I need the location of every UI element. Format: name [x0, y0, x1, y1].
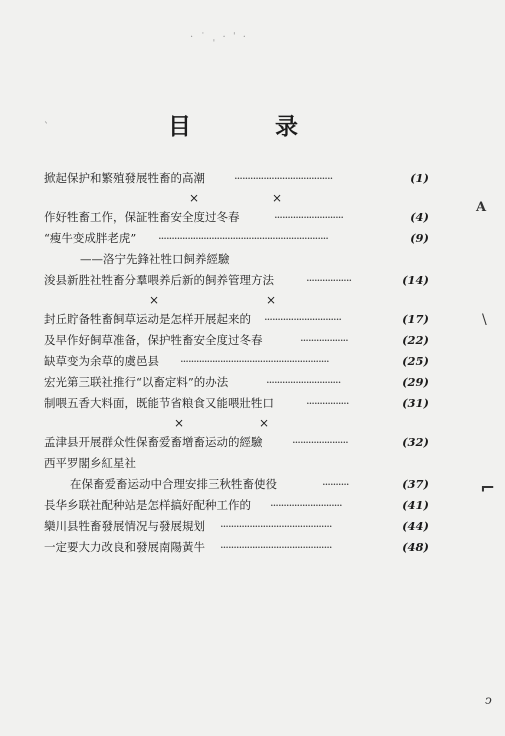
toc-entry-subtitle	[44, 453, 429, 474]
page-title: 目 录	[168, 113, 337, 140]
toc-entry-page: (41)	[402, 498, 429, 512]
toc-entry-title: 一定要大力改良和發展南陽黃牛	[44, 540, 205, 554]
leader-dots: ·····························	[264, 312, 342, 326]
toc-entry-page: (9)	[410, 231, 429, 245]
separator-mark: ×	[272, 191, 283, 205]
toc-entry-page: (29)	[402, 375, 429, 389]
toc-entry-page: (1)	[410, 171, 429, 185]
toc-entry[interactable]	[44, 516, 429, 537]
separator-mark: ×	[266, 293, 277, 307]
margin-mark: \	[482, 312, 487, 328]
toc-entry-page: (14)	[402, 273, 429, 287]
leader-dots: ·····················	[292, 435, 348, 449]
toc-entry-title: 西平罗閣乡紅星社	[44, 456, 136, 470]
leader-dots: ···························	[270, 498, 342, 512]
section-separator	[44, 414, 429, 432]
separator-mark: ×	[189, 191, 200, 205]
leader-dots: ································································	[158, 231, 328, 245]
toc-entry[interactable]	[44, 495, 429, 516]
toc-entry-title: 制喂五香大料面，既能节省粮食又能喂壯牲口	[44, 396, 274, 410]
leader-dots: ················	[306, 396, 349, 410]
toc-entry-title: 宏光第三联社推行“以畜定料”的办法	[44, 375, 229, 389]
toc-entry-title: 缺草变为余草的虞邑县	[44, 354, 159, 368]
toc-entry-title: 孟津县开展群众性保畜爱畜增畜运动的經驗	[44, 435, 263, 449]
toc-entry-page: (44)	[402, 519, 429, 533]
toc-entry-page: (37)	[402, 477, 429, 491]
toc-entry-page: (22)	[402, 333, 429, 347]
leader-dots: ·····································	[234, 171, 333, 185]
toc-entry-title: 欒川县牲畜發展情况与發展規划	[44, 519, 205, 533]
toc-entry-title: 掀起保护和繁殖發展牲畜的高潮	[44, 171, 205, 185]
leader-dots: ························································	[180, 354, 329, 368]
toc-entry[interactable]	[44, 207, 429, 228]
leader-dots: ··················	[300, 333, 348, 347]
leader-dots: ··························	[274, 210, 344, 224]
toc-entry[interactable]	[44, 432, 429, 453]
section-separator	[44, 189, 429, 207]
leader-dots: ··········	[322, 477, 349, 491]
toc-entry[interactable]	[44, 537, 429, 558]
toc-entry[interactable]	[44, 393, 429, 414]
toc-entry-page: (25)	[402, 354, 429, 368]
leader-dots: ··········································	[220, 540, 332, 554]
margin-mark: A	[476, 200, 487, 215]
scan-mark: ˋ	[44, 122, 49, 133]
separator-mark: ×	[259, 416, 270, 430]
toc-entry[interactable]	[44, 270, 429, 291]
toc-entry[interactable]	[44, 474, 429, 495]
toc-entry-title: 浚县新胜社牲畜分羣喂养后新的飼养管理方法	[44, 273, 274, 287]
toc-entry-page: (48)	[402, 540, 429, 554]
toc-entry[interactable]	[44, 309, 429, 330]
toc-entry[interactable]	[44, 168, 429, 189]
toc-entry-page: (32)	[402, 435, 429, 449]
toc-entry[interactable]	[44, 351, 429, 372]
toc-entry-page: (31)	[402, 396, 429, 410]
leader-dots: ·················	[306, 273, 352, 287]
toc-entry-title: 在保畜爱畜运动中合理安排三秋牲畜使役	[70, 477, 277, 491]
section-separator	[44, 291, 429, 309]
toc-entry-title: “瘦牛变成胖老虎”	[44, 231, 137, 245]
margin-mark: ⌐	[480, 478, 496, 499]
toc-entry[interactable]	[44, 330, 429, 351]
toc-entry-title: ——洛宁先鋒社牲口飼养經驗	[80, 252, 230, 266]
leader-dots: ··········································	[220, 519, 332, 533]
margin-mark: ↄ	[485, 693, 492, 707]
toc-entry-page: (4)	[410, 210, 429, 224]
toc-entry-title: 及早作好飼草准备，保护牲畜安全度过冬春	[44, 333, 263, 347]
table-of-contents	[44, 168, 429, 558]
leader-dots: ····························	[266, 375, 341, 389]
toc-entry-title: 作好牲畜工作，保証牲畜安全度过冬春	[44, 210, 240, 224]
separator-mark: ×	[149, 293, 160, 307]
toc-entry[interactable]	[44, 228, 429, 249]
toc-entry-title: 封丘貯备牲畜飼草运动是怎样开展起来的	[44, 312, 251, 326]
scan-specks: · ˙ ˌ · ˈ ·	[190, 32, 248, 43]
separator-mark: ×	[174, 416, 185, 430]
toc-entry-title: 長华乡联社配种站是怎样搞好配种工作的	[44, 498, 251, 512]
toc-entry[interactable]	[44, 372, 429, 393]
toc-entry-page: (17)	[402, 312, 429, 326]
toc-entry-subtitle	[44, 249, 429, 270]
